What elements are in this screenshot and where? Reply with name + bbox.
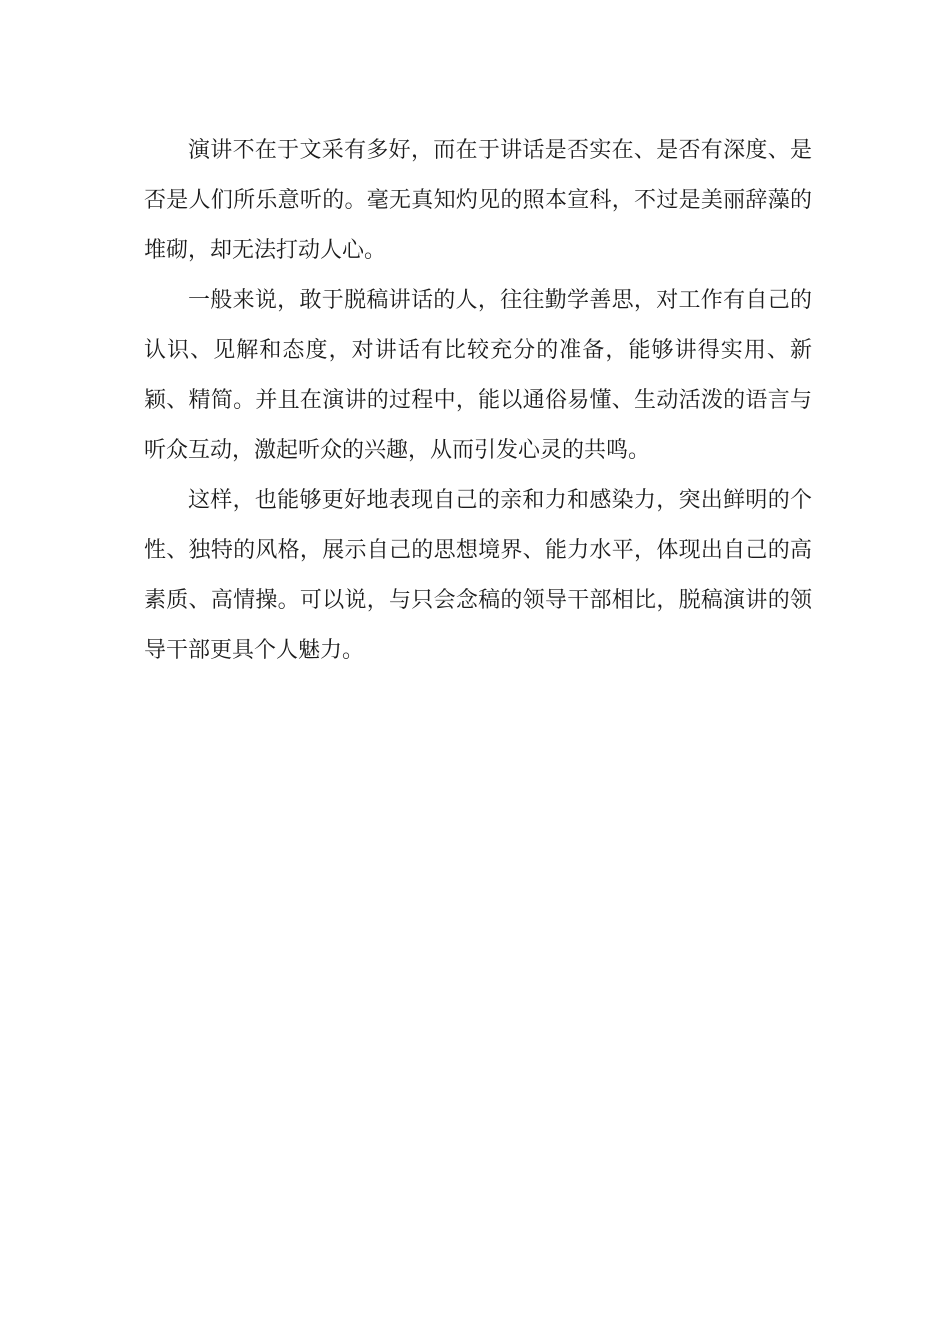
document-body	[144, 126, 812, 676]
paragraph-2: 一般来说，敢于脱稿讲话的人，往往勤学善思，对工作有自己的认识、见解和态度，对讲话有比较充分的准备，能够讲得实用、新颖、精简。并且在演讲的过程中，能以通俗易懂、生动活泼的语言与听众互动，激起听众的兴趣，从而引发心灵的共鸣。	[144, 288, 812, 463]
paragraph-1: 演讲不在于文采有多好，而在于讲话是否实在、是否有深度、是否是人们所乐意听的。毫无真知灼见的照本宣科，不过是美丽辞藻的堆砌，却无法打动人心。	[144, 138, 812, 263]
paragraph-3: 这样，也能够更好地表现自己的亲和力和感染力，突出鲜明的个性、独特的风格，展示自己的思想境界、能力水平，体现出自己的高素质、高情操。可以说，与只会念稿的领导干部相比，脱稿演讲的领导干部更具个人魅力。	[144, 488, 812, 663]
